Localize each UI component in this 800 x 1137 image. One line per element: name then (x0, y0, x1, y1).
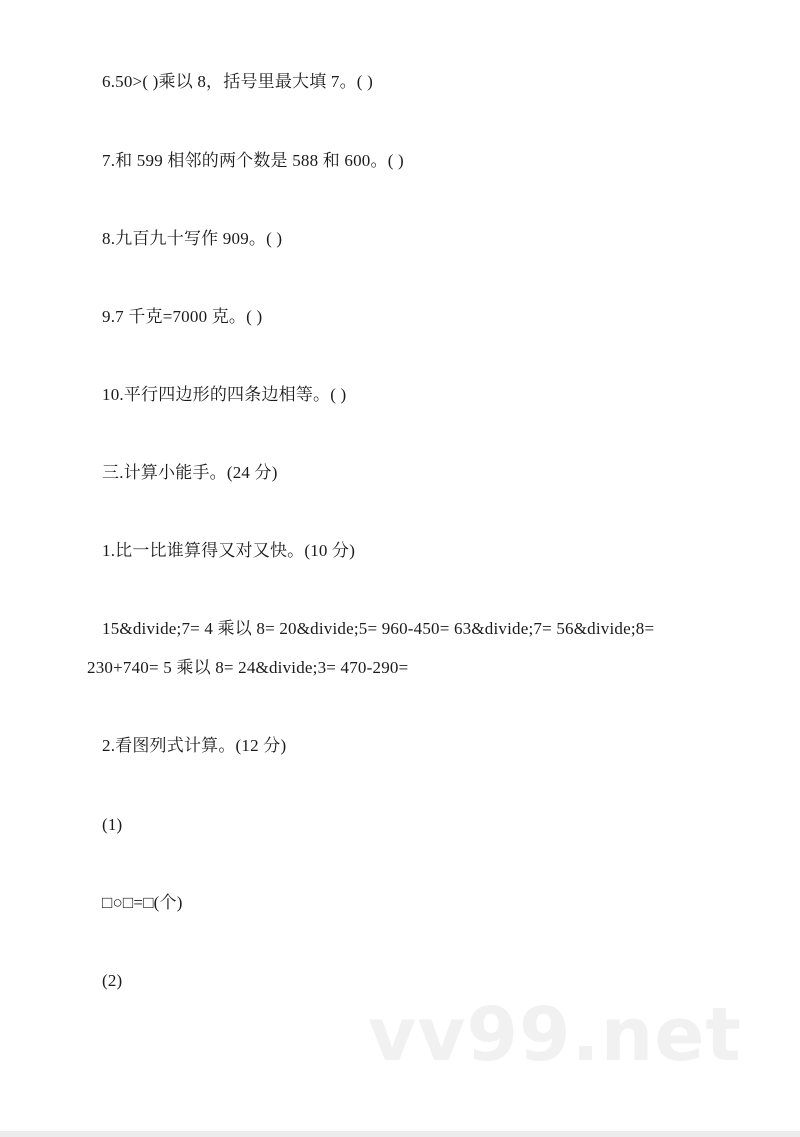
question-10: 10.平行四边形的四条边相等。( ) (102, 385, 347, 404)
page-bottom-edge (0, 1131, 800, 1137)
question-6: 6.50>( )乘以 8，括号里最大填 7。( ) (102, 72, 373, 91)
subsection-2-heading: 2.看图列式计算。(12 分) (102, 736, 287, 755)
section-3-heading: 三.计算小能手。(24 分) (102, 463, 278, 482)
watermark: vv99.net (368, 992, 742, 1078)
calc-row-1: 15&divide;7= 4 乘以 8= 20&divide;5= 960-450= 63&divide;7= 56&divide;8= (102, 619, 655, 638)
question-7: 7.和 599 相邻的两个数是 588 和 600。( ) (102, 151, 404, 170)
question-8: 8.九百九十写作 909。( ) (102, 229, 283, 248)
item-1-label: (1) (102, 815, 123, 834)
subsection-1-heading: 1.比一比谁算得又对又快。(10 分) (102, 541, 356, 560)
calc-row-2: 230+740= 5 乘以 8= 24&divide;3= 470-290= (87, 658, 409, 677)
item-2-label: (2) (102, 971, 123, 990)
item-1-formula: □○□=□(个) (102, 893, 183, 912)
question-9: 9.7 千克=7000 克。( ) (102, 307, 263, 326)
